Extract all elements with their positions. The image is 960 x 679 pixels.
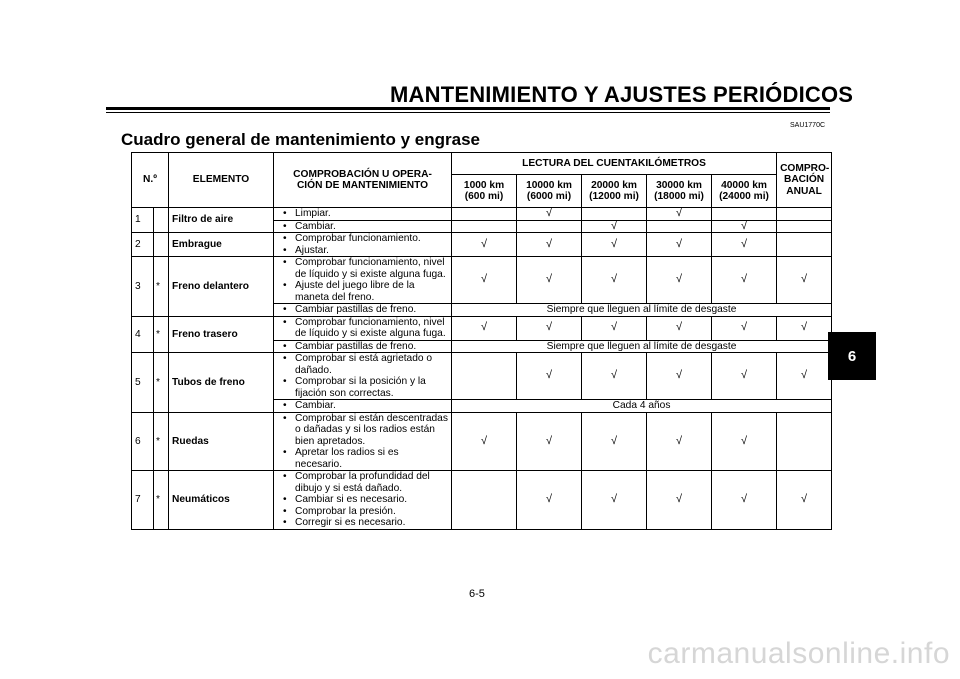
check-mark: √ [777, 471, 832, 530]
operation-list [277, 400, 448, 412]
check-mark: √ [647, 316, 712, 340]
row-operation [274, 208, 452, 221]
operation-list [277, 221, 448, 233]
check-mark: √ [582, 316, 647, 340]
empty-cell [777, 233, 832, 257]
operation-list [277, 257, 448, 303]
row-asterisk: * [154, 316, 169, 353]
table-row [132, 316, 832, 340]
empty-cell [452, 208, 517, 221]
operation-item: • Comprobar funcionamiento, nivel de líquido y si existe alguna fuga. [295, 317, 448, 340]
operation-item: • Comprobar funcionamiento, nivel de líquido y si existe alguna fuga. [295, 257, 448, 280]
row-number: 5 [132, 353, 154, 413]
check-mark: √ [647, 471, 712, 530]
row-operation [274, 412, 452, 471]
row-asterisk [154, 208, 169, 233]
check-mark: √ [712, 353, 777, 400]
check-mark: √ [517, 208, 582, 221]
row-operation [274, 304, 452, 317]
operation-item: • Comprobar si la posición y la fijación son correctas. [295, 376, 448, 399]
check-mark: √ [647, 412, 712, 471]
chapter-tab: 6 [828, 332, 876, 380]
row-asterisk: * [154, 471, 169, 530]
row-asterisk: * [154, 353, 169, 413]
operation-item: • Cambiar pastillas de freno. [295, 304, 448, 316]
empty-cell [452, 220, 517, 233]
check-mark: √ [647, 208, 712, 221]
check-mark: √ [517, 233, 582, 257]
row-operation [274, 233, 452, 257]
check-mark: √ [712, 412, 777, 471]
row-number: 1 [132, 208, 154, 233]
row-number: 2 [132, 233, 154, 257]
table-row [132, 257, 832, 304]
operation-list [277, 233, 448, 256]
check-mark: √ [582, 220, 647, 233]
operation-item: • Cambiar. [295, 221, 448, 233]
row-number: 6 [132, 412, 154, 471]
row-asterisk [154, 233, 169, 257]
col-header-odometer: LECTURA DEL CUENTAKILÓMETROS [452, 153, 777, 175]
operation-item: • Cambiar pastillas de freno. [295, 341, 448, 353]
operation-list [277, 304, 448, 316]
col-header-check: COMPROBACIÓN U OPERA- CIÓN DE MANTENIMIENTO [274, 153, 452, 208]
operation-item: • Comprobar la presión. [295, 506, 448, 518]
maintenance-table [131, 152, 832, 530]
col-header-km: 30000 km (18000 mi) [647, 175, 712, 208]
row-element: Freno trasero [169, 316, 274, 353]
page-header-title: MANTENIMIENTO Y AJUSTES PERIÓDICOS [390, 82, 854, 107]
check-mark: √ [452, 412, 517, 471]
operation-item: • Limpiar. [295, 208, 448, 220]
operation-list [277, 413, 448, 471]
empty-cell [452, 471, 517, 530]
row-element: Filtro de aire [169, 208, 274, 233]
row-element: Freno delantero [169, 257, 274, 317]
check-mark: √ [712, 471, 777, 530]
check-mark: √ [452, 316, 517, 340]
operation-list [277, 471, 448, 529]
check-mark: √ [647, 353, 712, 400]
operation-item: • Cambiar. [295, 400, 448, 412]
row-operation [274, 471, 452, 530]
row-element: Ruedas [169, 412, 274, 471]
check-mark: √ [777, 316, 832, 340]
row-element: Neumáticos [169, 471, 274, 530]
operation-item: • Comprobar si está agrietado o dañado. [295, 353, 448, 376]
check-mark: √ [517, 353, 582, 400]
operation-list [277, 341, 448, 353]
operation-item: • Ajuste del juego libre de la maneta del freno. [295, 280, 448, 303]
operation-item: • Comprobar la profundidad del dibujo y si está dañado. [295, 471, 448, 494]
row-number: 7 [132, 471, 154, 530]
check-mark: √ [712, 316, 777, 340]
page-number: 6-5 [469, 588, 485, 600]
row-operation [274, 220, 452, 233]
row-number: 4 [132, 316, 154, 353]
table-row [132, 353, 832, 400]
check-mark: √ [582, 233, 647, 257]
empty-cell [777, 412, 832, 471]
empty-cell [712, 208, 777, 221]
empty-cell [777, 208, 832, 221]
row-operation [274, 257, 452, 304]
check-mark: √ [712, 220, 777, 233]
check-mark: √ [517, 471, 582, 530]
table-row [132, 233, 832, 257]
row-operation [274, 353, 452, 400]
operation-item: • Corregir si es necesario. [295, 517, 448, 529]
check-mark: √ [777, 257, 832, 304]
section-title: Cuadro general de mantenimiento y engrase [121, 130, 480, 149]
check-mark: √ [647, 233, 712, 257]
check-mark: √ [582, 353, 647, 400]
col-header-element: ELEMENTO [169, 153, 274, 208]
check-mark: √ [582, 471, 647, 530]
check-mark: √ [517, 412, 582, 471]
col-header-km: 10000 km (6000 mi) [517, 175, 582, 208]
operation-list [277, 353, 448, 399]
table-row [132, 412, 832, 471]
row-operation [274, 400, 452, 413]
operation-item: • Apretar los radios si es necesario. [295, 447, 448, 470]
table-row [132, 471, 832, 530]
check-mark: √ [582, 257, 647, 304]
col-header-km: 1000 km (600 mi) [452, 175, 517, 208]
row-element: Tubos de freno [169, 353, 274, 413]
operation-item: • Cambiar si es necesario. [295, 494, 448, 506]
operation-item: • Ajustar. [295, 245, 448, 257]
empty-cell [582, 208, 647, 221]
watermark: carmanualsonline.info [647, 637, 950, 670]
row-asterisk: * [154, 257, 169, 317]
check-mark: √ [452, 233, 517, 257]
col-header-annual: COMPRO- BACIÓN ANUAL [777, 153, 832, 208]
check-mark: √ [712, 257, 777, 304]
check-mark: √ [582, 412, 647, 471]
operation-item: • Comprobar funcionamiento. [295, 233, 448, 245]
check-mark: √ [647, 257, 712, 304]
row-operation [274, 316, 452, 340]
check-mark: √ [452, 257, 517, 304]
row-element: Embrague [169, 233, 274, 257]
table-row [132, 208, 832, 221]
col-header-km: 20000 km (12000 mi) [582, 175, 647, 208]
operation-list [277, 208, 448, 220]
interval-note: Cada 4 años [452, 400, 832, 413]
header-rule-thin [106, 112, 830, 113]
operation-item: • Comprobar si están descentradas o dañadas y si los radios están bien apretados. [295, 413, 448, 448]
row-number: 3 [132, 257, 154, 317]
row-asterisk: * [154, 412, 169, 471]
empty-cell [452, 353, 517, 400]
row-operation [274, 340, 452, 353]
empty-cell [517, 220, 582, 233]
empty-cell [777, 220, 832, 233]
check-mark: √ [517, 316, 582, 340]
check-mark: √ [712, 233, 777, 257]
empty-cell [647, 220, 712, 233]
interval-note: Siempre que lleguen al límite de desgaste [452, 304, 832, 317]
header-rule-thick [106, 107, 830, 110]
col-header-no: N.º [132, 153, 169, 208]
reference-code: SAU1770C [790, 122, 826, 129]
operation-list [277, 317, 448, 340]
check-mark: √ [777, 353, 832, 400]
col-header-km: 40000 km (24000 mi) [712, 175, 777, 208]
check-mark: √ [517, 257, 582, 304]
interval-note: Siempre que lleguen al límite de desgaste [452, 340, 832, 353]
